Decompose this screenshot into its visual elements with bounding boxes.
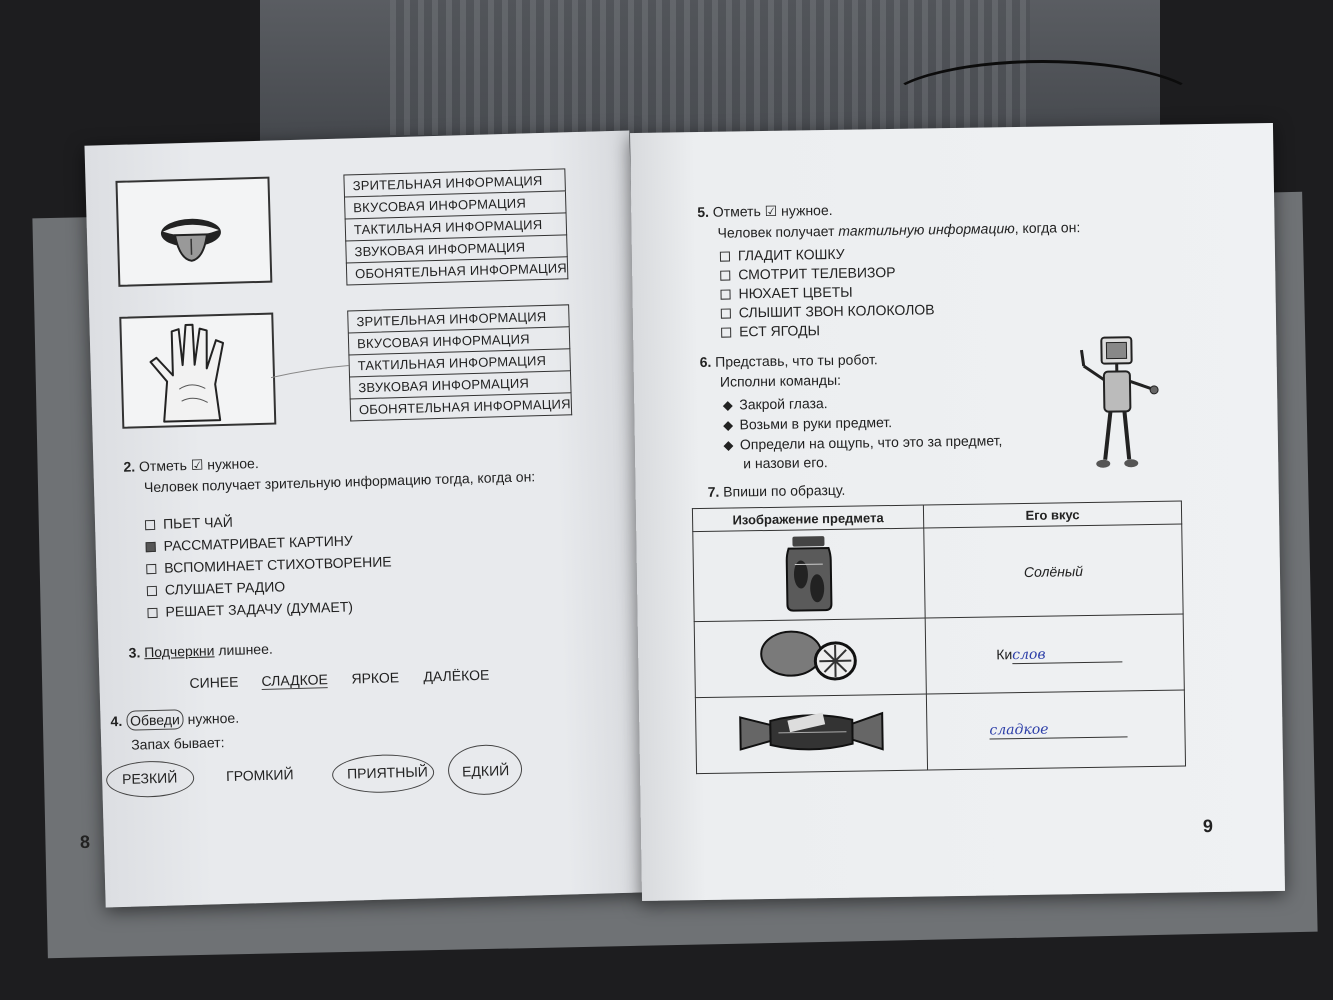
info-type-option[interactable]: ВКУСОВАЯ ИНФОРМАЦИЯ [344,191,567,219]
taste-table [692,500,1186,774]
checkbox-icon[interactable] [147,608,157,618]
bullet-diamond-icon [723,401,733,411]
table-header: Его вкус [923,501,1181,528]
info-type-option[interactable]: ЗРИТЕЛЬНАЯ ИНФОРМАЦИЯ [347,304,570,333]
info-type-list-mouth [343,168,568,285]
task6-command: Закрой глаза. [724,395,828,413]
task4-header: 4. Обведи нужное. [110,709,240,730]
table-cell-image [695,694,927,774]
info-type-list-hand [347,304,572,421]
info-type-option[interactable]: ЗРИТЕЛЬНАЯ ИНФОРМАЦИЯ [343,168,566,197]
pencil-connection-line [271,363,352,385]
lemon-icon [755,624,866,688]
task5-option[interactable]: СЛЫШИТ ЗВОН КОЛОКОЛОВ [721,301,935,320]
bullet-diamond-icon [723,421,733,431]
task4-word[interactable]: ПРИЯТНЫЙ [346,763,428,782]
task2-question: Человек получает зрительную информацию тогда, когда он: [143,468,536,496]
task3-word-underlined[interactable]: СЛАДКОЕ [261,671,329,690]
task6-header: 6. Представь, что ты робот. [699,351,878,371]
task5-header: 5. Отметь ☑ нужное. [697,201,833,221]
sample-answer: Солёный [1023,562,1084,580]
info-type-option[interactable]: ТАКТИЛЬНАЯ ИНФОРМАЦИЯ [345,213,568,241]
task3-word[interactable]: ЯРКОЕ [351,669,400,687]
info-type-option[interactable]: ЗВУКОВАЯ ИНФОРМАЦИЯ [345,235,568,263]
candy-icon [736,701,887,763]
info-type-option[interactable]: ТАКТИЛЬНАЯ ИНФОРМАЦИЯ [348,349,571,377]
answer-printed: Ки [996,645,1013,662]
checkbox-icon[interactable] [721,309,731,319]
checkbox-icon[interactable] [721,328,731,338]
task3-word[interactable]: СИНЕЕ [189,673,239,692]
table-cell-answer [924,524,1183,618]
mouth-picture-box [115,177,272,287]
task2-option[interactable]: ВСПОМИНАЕТ СТИХОТВОРЕНИЕ [146,553,392,576]
task2-option[interactable]: РАССМАТРИВАЕТ КАРТИНУ [145,532,353,554]
checkbox-icon[interactable] [145,520,155,530]
robot-icon [1073,335,1165,476]
task5-option[interactable]: ГЛАДИТ КОШКУ [720,246,845,264]
checkbox-icon[interactable] [720,290,730,300]
workbook-page-right [630,123,1285,901]
task4-word[interactable]: РЕЗКИЙ [121,769,178,787]
info-type-option[interactable]: ОБОНЯТЕЛЬНАЯ ИНФОРМАЦИЯ [346,257,569,285]
task3-header: 3. Подчеркни лишнее. [128,640,273,661]
task2-option[interactable]: СЛУШАЕТ РАДИО [147,578,286,598]
task5-option[interactable]: СМОТРИТ ТЕЛЕВИЗОР [720,264,895,283]
task5-option[interactable]: ЕСТ ЯГОДЫ [721,322,820,340]
task6-command: Определи на ощупь, что это за предмет, [725,432,1003,452]
answer-handwritten[interactable]: сладкое [989,720,1127,739]
table-cell-image [694,618,926,698]
checkbox-icon[interactable] [720,252,730,262]
mouth-tongue-icon [118,179,271,285]
task2-option[interactable]: РЕШАЕТ ЗАДАЧУ (ДУМАЕТ) [147,598,353,620]
task2-option[interactable]: ПЬЕТ ЧАЙ [145,514,233,532]
hand-icon [121,315,274,427]
checkbox-icon[interactable] [720,271,730,281]
table-cell-answer[interactable] [926,690,1185,770]
info-type-option[interactable]: ВКУСОВАЯ ИНФОРМАЦИЯ [348,327,571,355]
info-type-option[interactable]: ЗВУКОВАЯ ИНФОРМАЦИЯ [349,371,572,399]
answer-handwritten[interactable]: слов [1012,645,1122,664]
task2-header: 2. Отметь ☑ нужное. [123,455,259,475]
checkbox-icon[interactable] [147,586,157,596]
table-cell-image [693,528,925,622]
workbook-page-left [79,131,650,908]
checkbox-icon[interactable] [146,564,156,574]
task7-header: 7. Впиши по образцу. [707,481,846,500]
task4-word[interactable]: ЕДКИЙ [461,762,510,780]
checkbox-checked-icon[interactable] [146,542,156,552]
page-number-right: 9 [1202,816,1214,837]
task4-question: Запах бывает: [130,734,225,753]
pickle-jar-icon [778,534,839,613]
task5-option[interactable]: НЮХАЕТ ЦВЕТЫ [720,284,852,302]
bullet-diamond-icon [723,441,733,451]
task6-subheader: Исполни команды: [719,371,842,390]
task6-command-cont: и назови его. [743,454,828,472]
task5-question: Человек получает тактильную информацию, когда он: [717,219,1081,241]
table-header: Изображение предмета [692,505,923,532]
hand-picture-box [119,313,276,429]
task4-word[interactable]: ГРОМКИЙ [225,766,294,785]
task6-command: Возьми в руки предмет. [724,414,892,433]
task3-word[interactable]: ДАЛЁКОЕ [423,666,490,685]
page-number-left: 8 [79,831,91,853]
table-cell-answer[interactable] [925,614,1184,694]
info-type-option[interactable]: ОБОНЯТЕЛЬНАЯ ИНФОРМАЦИЯ [350,393,573,421]
